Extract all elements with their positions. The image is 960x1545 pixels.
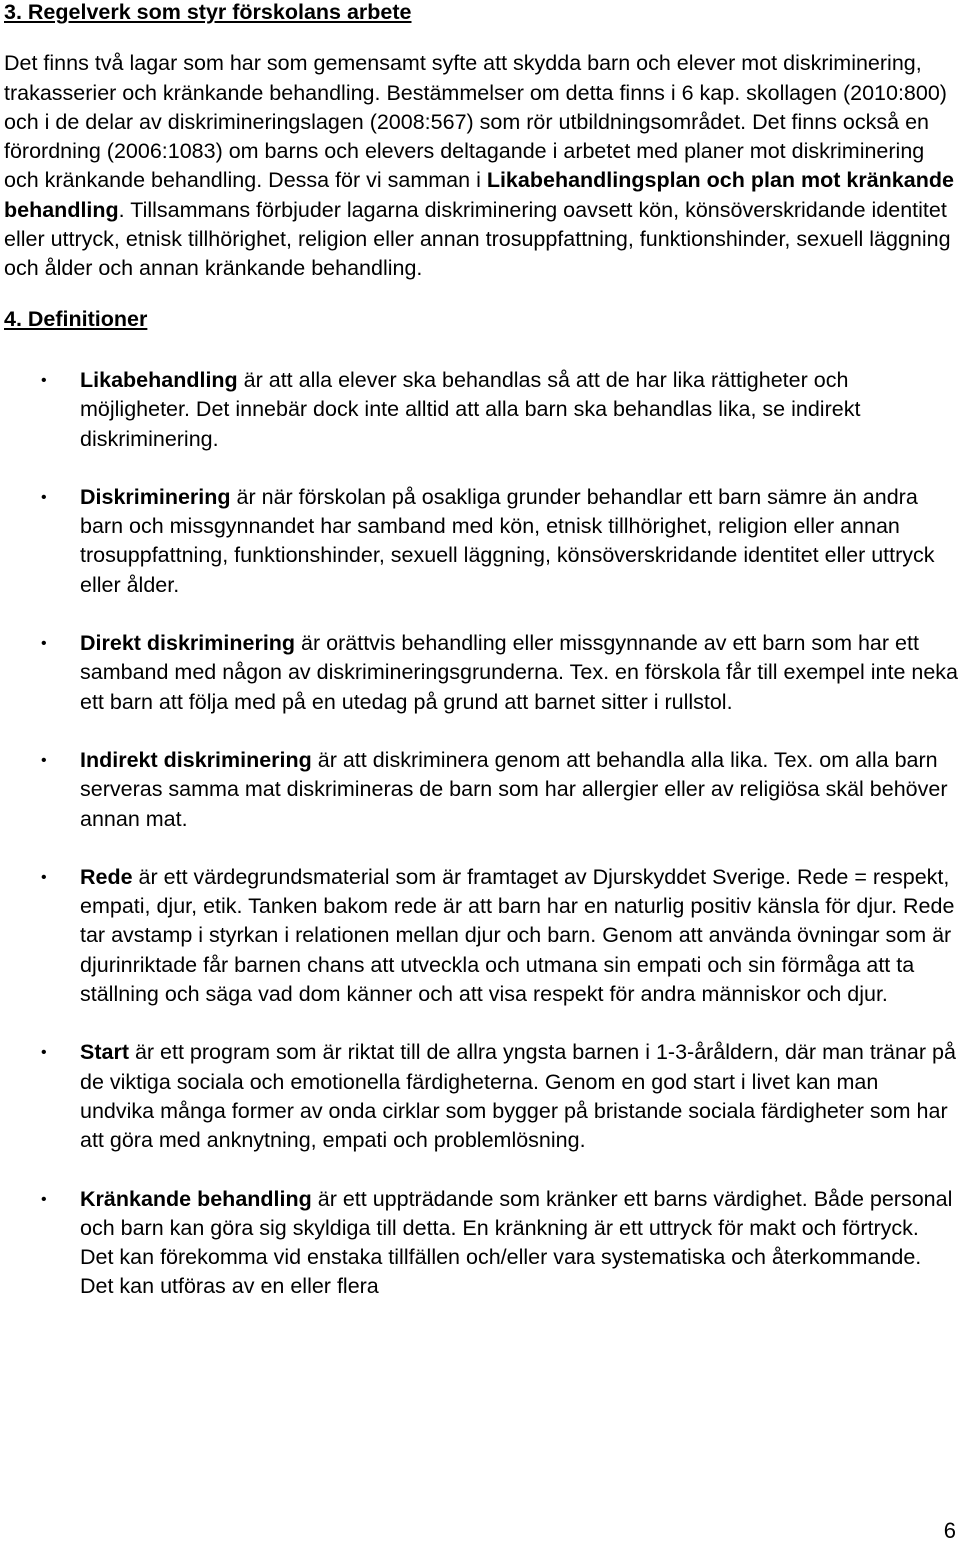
definition-text: är när förskolan på osakliga grunder behandlar ett barn sämre än andra barn och missgynnandet har samband med kön, etnisk tillhörighet, religion eller annan trosuppfattning, funktionshinder, sexuell läggning, könsöverskridande identitet eller uttryck eller ålder. <box>80 484 935 597</box>
definition-item <box>4 483 958 600</box>
definition-text: är att diskriminera genom att behandla alla lika. Tex. om alla barn serveras samma mat diskrimineras de barn som har allergier eller av religiösa skäl behöver annan mat. <box>80 747 948 831</box>
definition-text: är ett värdegrundsmaterial som är framtaget av Djurskyddet Sverige. Rede = respekt, empati, djur, etik. Tanken bakom rede är att barn har en naturlig positiv känsla för djur. Rede tar avstamp i styrkan i relationen mellan djur och barn. Genom att använda övningar som är djurinriktade får barnen chans att utveckla och utmana sin empati och sin förmåga att ta ställning och säga vad dom känner och att visa respekt för andra människor och djur. <box>80 864 955 1007</box>
definition-item <box>4 629 958 717</box>
definition-term: Likabehandling <box>80 367 238 392</box>
definition-term: Diskriminering <box>80 484 231 509</box>
section-3-heading: 3. Regelverk som styr förskolans arbete <box>4 0 412 24</box>
definition-item <box>4 863 958 1009</box>
section-3-paragraph <box>4 49 958 283</box>
bullet-icon: • <box>41 371 47 389</box>
document-page <box>4 0 958 1331</box>
definition-item <box>4 1038 958 1155</box>
definition-term: Direkt diskriminering <box>80 631 296 656</box>
definition-text: är att alla elever ska behandlas så att de har lika rättigheter och möjligheter. Det innebär dock inte alltid att alla barn ska behandlas lika, se indirekt diskriminering. <box>80 367 861 451</box>
definition-item <box>4 746 958 834</box>
definition-term: Kränkande behandling <box>80 1186 312 1211</box>
section-4-heading: 4. Definitioner <box>4 306 148 331</box>
definition-item <box>4 1185 958 1302</box>
definition-text: är orättvis behandling eller missgynnande av ett barn som har ett samband med någon av diskrimineringsgrunderna. Tex. en förskola får till exempel inte neka ett barn att följa med på en utedag på grund att barnet sitter i rullstol. <box>80 631 958 714</box>
bullet-icon: • <box>41 1044 47 1062</box>
bullet-icon: • <box>41 1190 47 1208</box>
bullet-icon: • <box>41 488 47 506</box>
bullet-icon: • <box>41 751 47 769</box>
section-3-text-end: . Tillsammans förbjuder lagarna diskriminering oavsett kön, könsöverskridande identitet eller uttryck, etnisk tillhörighet, religion eller annan trosuppfattning, funktionshinder, sexuell läggning och ålder och annan kränkande behandling. <box>4 197 951 281</box>
definition-term: Start <box>80 1040 129 1065</box>
definition-text: är ett program som är riktat till de allra yngsta barnen i 1-3-åråldern, där man tränar på de viktiga sociala och emotionella färdigheterna. Genom en god start i livet kan man undvika många former av onda cirklar som bygger på bristande sociala färdigheter som har att göra med anknytning, empati och problemlösning. <box>80 1040 956 1153</box>
bullet-icon: • <box>41 868 47 886</box>
section-3-text: Det finns två lagar som har som gemensamt syfte att skydda barn och elever mot diskriminering, trakasserier och kränkande behandling. Bestämmelser om detta finns i 6 kap. skollagen (2010:800) och i de delar av diskrimineringslagen (2008:567) som rör utbildningsområdet. Det finns också en förordning (2006:1083) om barns och elevers deltagande i arbetet med planer mot diskriminering och kränkande behandling. Dessa för vi samman i <box>4 51 947 193</box>
definition-term: Indirekt diskriminering <box>80 747 312 772</box>
plan-name-bold: Likabehandlingsplan och plan mot kränkande behandling <box>4 168 954 222</box>
bullet-icon: • <box>41 635 47 653</box>
definition-item <box>4 366 958 454</box>
definition-term: Rede <box>80 864 133 889</box>
definition-text: är ett uppträdande som kränker ett barns värdighet. Både personal och barn kan göra sig skyldiga till detta. En kränkning är ett uttryck för makt och förtryck. Det kan förekomma vid enstaka tillfällen och/eller vara systematiska och återkommande. Det kan utföras av en eller flera <box>80 1186 953 1299</box>
definitions-list <box>4 366 958 1302</box>
page-number: 6 <box>943 1518 956 1543</box>
